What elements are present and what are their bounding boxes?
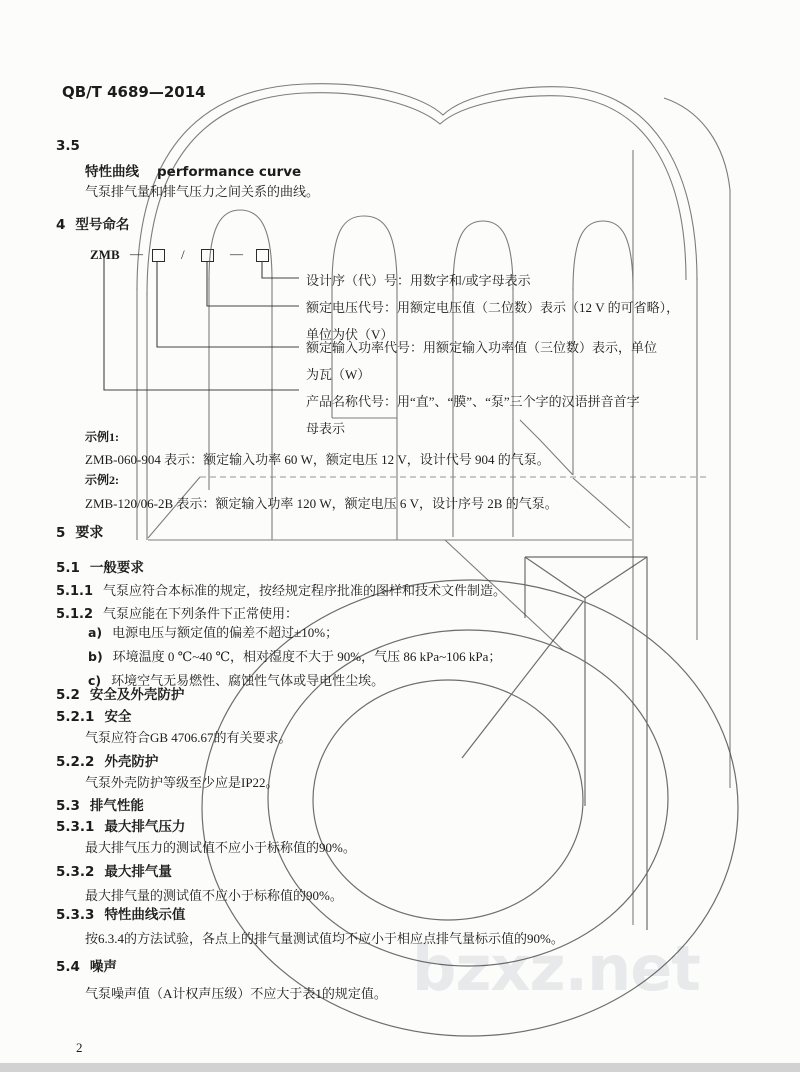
clause-title: 安全及外壳防护	[89, 687, 185, 703]
clause-number: 5.3.3	[56, 907, 95, 923]
callout-voltage-code-2: 单位为伏（V）	[306, 327, 394, 342]
clause-3-5-term	[85, 160, 301, 181]
site-watermark: bzxz.net	[412, 932, 700, 1005]
clause-body: 气泵外壳防护等级至少应是IP22。	[85, 775, 279, 790]
clause-body: 气泵应能在下列条件下正常使用：	[103, 606, 299, 621]
model-sep1: —	[130, 246, 143, 261]
clause-number: 5.3.1	[56, 819, 95, 835]
clause-4-title: 型号命名	[75, 217, 130, 233]
clause-4-number: 4	[56, 217, 66, 233]
example1-label: 示例1:	[85, 430, 119, 444]
clause-number: 5.4	[56, 959, 80, 975]
callout-power-code: 额定输入功率代号：用额定输入功率值（三位数）表示，单位	[306, 340, 658, 355]
clause-number: 5	[56, 525, 66, 541]
clause-title: 特性曲线示值	[104, 907, 186, 923]
callout-voltage-code: 额定电压代号：用额定电压值（二位数）表示（12 V 的可省略），	[306, 300, 680, 315]
clause-body: 气泵噪声值（A计权声压级）不应大于表1的规定值。	[85, 986, 387, 1001]
model-prefix: ZMB	[90, 247, 120, 262]
callout-power-code-2: 为瓦（W）	[306, 367, 371, 382]
callout-design-code: 设计序（代）号：用数字和/或字母表示	[306, 273, 531, 288]
clause-number: 5.1	[56, 560, 80, 576]
list-item-text: 环境空气无易燃性、腐蚀性气体或导电性尘埃。	[111, 673, 385, 688]
clause-title: 一般要求	[89, 560, 144, 576]
model-sep3: —	[230, 246, 243, 261]
clause-number: 5.2	[56, 687, 80, 703]
list-marker: b)	[88, 649, 103, 664]
list-marker: c)	[88, 673, 102, 688]
callout-product-code: 产品名称代号：用“直”、“膜”、“泵”三个字的汉语拼音首字	[306, 394, 640, 409]
model-callout-lines	[104, 258, 299, 390]
clause-body: 气泵应符合GB 4706.67的有关要求。	[85, 730, 292, 745]
example1-text: ZMB-060-904 表示：额定输入功率 60 W，额定电压 12 V，设计代号 904 的气泵。	[85, 452, 550, 467]
model-sep2: /	[181, 247, 185, 262]
list-marker: a)	[88, 625, 103, 640]
clause-3-5-number: 3.5	[56, 138, 80, 154]
clause-title: 外壳防护	[104, 754, 159, 770]
scan-edge-bar	[0, 1063, 800, 1072]
clause-title: 要求	[75, 525, 104, 541]
example2-label: 示例2:	[85, 473, 119, 487]
clause-body: 最大排气压力的测试值不应小于标称值的90%。	[85, 840, 356, 855]
clause-title: 最大排气压力	[104, 819, 186, 835]
list-item-text: 环境温度 0 ℃~40 ℃，相对湿度不大于 90%，气压 86 kPa~106 kPa；	[112, 649, 502, 664]
callout-product-code-2: 母表示	[306, 421, 346, 436]
list-item-text: 电源电压与额定值的偏差不超过±10%；	[112, 625, 339, 640]
clause-number: 5.3	[56, 798, 80, 814]
clause-number: 5.1.2	[56, 607, 94, 622]
clause-title: 最大排气量	[104, 864, 172, 880]
clause-number: 5.2.2	[56, 754, 95, 770]
standard-number: QB/T 4689—2014	[62, 83, 206, 101]
clause-number: 5.3.2	[56, 864, 95, 880]
clause-title: 噪声	[89, 959, 117, 975]
clause-body: 最大排气量的测试值不应小于标称值的90%。	[85, 888, 343, 903]
term-en: performance curve	[157, 164, 302, 180]
clause-title: 排气性能	[89, 798, 144, 814]
clause-3-5-definition: 气泵排气量和排气压力之间关系的曲线。	[85, 184, 320, 199]
page-number: 2	[76, 1040, 83, 1055]
example2-text: ZMB-120/06-2B 表示：额定输入功率 120 W，额定电压 6 V，设计序号 2B 的气泵。	[85, 496, 558, 511]
clause-number: 5.1.1	[56, 584, 94, 599]
clause-title: 安全	[104, 709, 132, 725]
term-zh: 特性曲线	[85, 164, 139, 180]
clause-number: 5.2.1	[56, 709, 95, 725]
clause-body: 按6.3.4的方法试验，各点上的排气量测试值均不应小于相应点排气量标示值的90%。	[85, 931, 564, 946]
clause-body: 气泵应符合本标准的规定，按经规定程序批准的图样和技术文件制造。	[103, 583, 507, 598]
clause-4-heading	[56, 213, 129, 234]
